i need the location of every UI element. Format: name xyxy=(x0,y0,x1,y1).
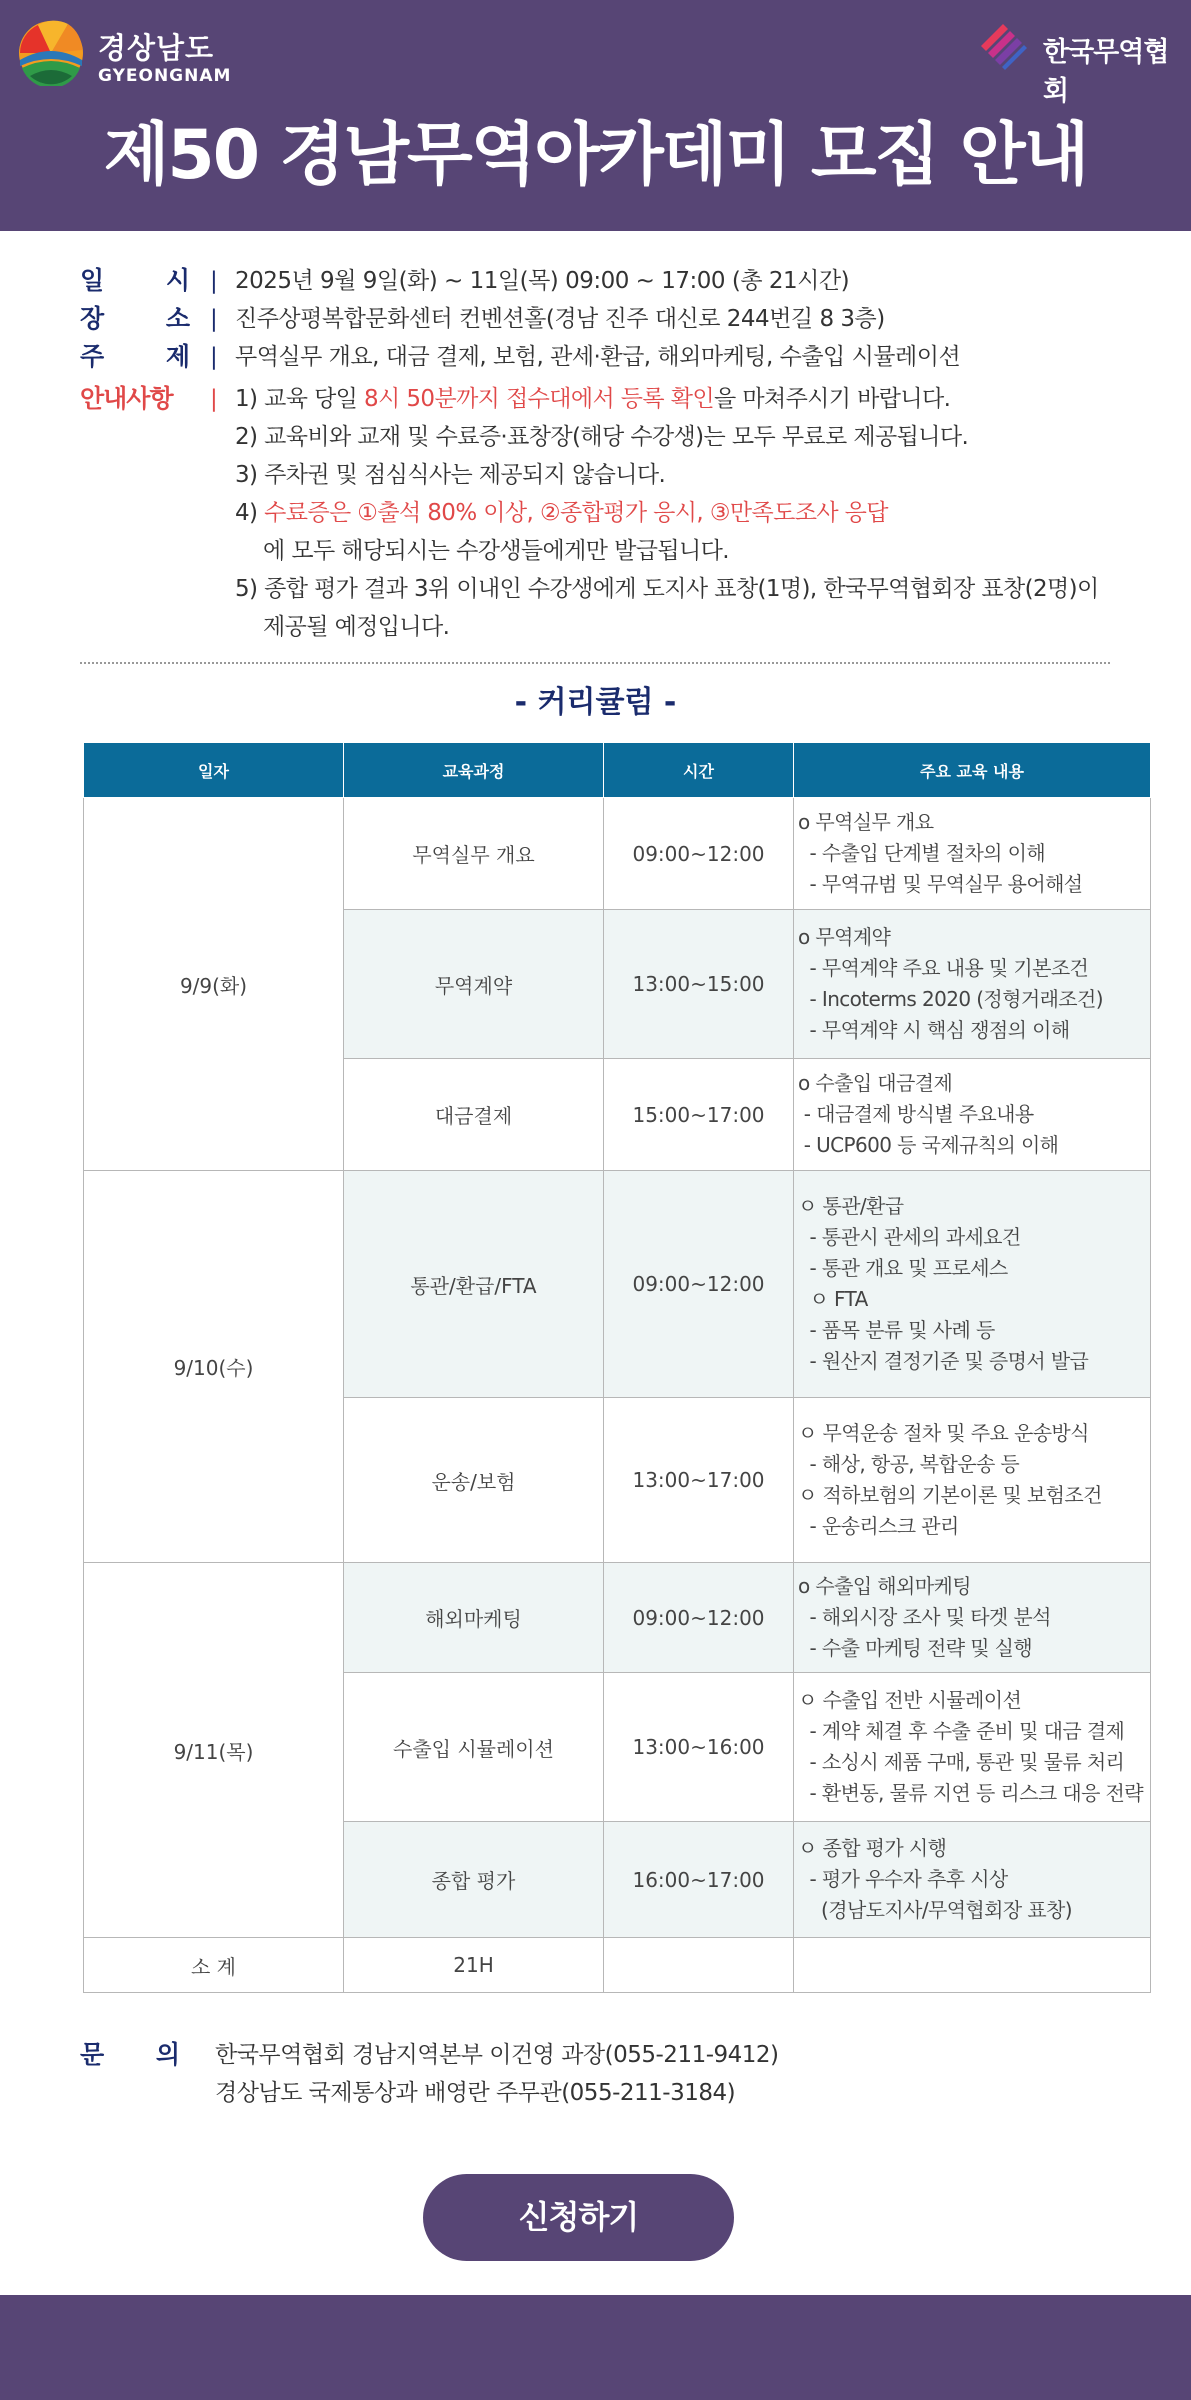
cell-time: 13:00~17:00 xyxy=(604,1398,794,1563)
notice-highlight: 수료증은 ①출석 80% 이상, ②종합평가 응시, ③만족도조사 응답 xyxy=(264,500,888,526)
content-line: - 무역규범 및 무역실무 용어해설 xyxy=(798,872,1083,896)
notice-text: 을 마쳐주시기 바랍니다. xyxy=(714,386,951,412)
kita-logo xyxy=(975,18,1175,107)
content-line: ㅇ 적하보험의 기본이론 및 보험조건 xyxy=(798,1483,1102,1507)
subtotal-value: 21H xyxy=(344,1938,604,1993)
cell-course: 종합 평가 xyxy=(344,1822,604,1938)
header-date: 일자 xyxy=(84,743,344,798)
notice-text: 제공될 예정입니다. xyxy=(263,614,450,640)
contact-lines xyxy=(215,2036,779,2112)
content-line: - 수출 마케팅 전략 및 실행 xyxy=(798,1636,1033,1660)
cell-time: 13:00~16:00 xyxy=(604,1673,794,1822)
notice-item-4 xyxy=(235,494,1191,570)
content-line: - Incoterms 2020 (정형거래조건) xyxy=(798,987,1103,1011)
content-line: - 품목 분류 및 사례 등 xyxy=(798,1318,995,1342)
content-line: - 무역계약 주요 내용 및 기본조건 xyxy=(798,956,1089,980)
info-separator: | xyxy=(210,344,218,370)
cell-content xyxy=(794,1171,1151,1398)
content-line: - 수출입 단계별 절차의 이해 xyxy=(798,841,1046,865)
info-date-label-b: 시 xyxy=(165,266,190,295)
subtotal-empty xyxy=(604,1938,794,1993)
content-line: - 대금결제 방식별 주요내용 xyxy=(798,1102,1034,1126)
info-topic-label xyxy=(80,338,190,376)
notice-item-3: 3) 주차권 및 점심식사는 제공되지 않습니다. xyxy=(235,462,666,488)
notice-item-5 xyxy=(235,570,1191,646)
info-place-label-b: 소 xyxy=(165,304,190,333)
content-line: - 운송리스크 관리 xyxy=(798,1514,959,1538)
table-row xyxy=(84,798,1151,910)
apply-button[interactable]: 신청하기 xyxy=(423,2174,734,2261)
info-place-value: 진주상평복합문화센터 컨벤션홀(경남 진주 대신로 244번길 8 3층) xyxy=(235,306,885,332)
subtotal-label: 소 계 xyxy=(84,1938,344,1993)
content-line: - 통관 개요 및 프로세스 xyxy=(798,1256,1008,1280)
info-topic-label-b: 제 xyxy=(165,342,190,371)
content-line: ㅇ 통관/환급 xyxy=(798,1194,904,1218)
table-row xyxy=(84,1171,1151,1398)
cell-time: 09:00~12:00 xyxy=(604,798,794,910)
content-line: o 무역계약 xyxy=(798,925,891,949)
content-line: (경남도지사/무역협회장 표창) xyxy=(798,1898,1072,1922)
info-date-row xyxy=(80,262,1130,300)
content-line: o 수출입 대금결제 xyxy=(798,1071,953,1095)
notice-list xyxy=(235,380,1191,646)
info-date-label-a: 일 xyxy=(80,266,105,295)
cell-content xyxy=(794,1059,1151,1171)
content-line: - 해외시장 조사 및 타겟 분석 xyxy=(798,1605,1051,1629)
page-title: 제50 경남무역아카데미 모집 안내 xyxy=(103,116,1088,195)
subtotal-row xyxy=(84,1938,1151,1993)
notice-text: 5) 종합 평가 결과 3위 이내인 수강생에게 도지사 표창(1명), 한국무역협회장 표창(2명)이 xyxy=(235,576,1099,602)
content-line: - 무역계약 시 핵심 쟁점의 이해 xyxy=(798,1018,1070,1042)
cell-time: 09:00~12:00 xyxy=(604,1171,794,1398)
contact-line-kita: 한국무역협회 경남지역본부 이건영 과장(055-211-9412) xyxy=(215,2042,779,2068)
notice-item-1 xyxy=(235,380,1191,418)
cell-date: 9/10(수) xyxy=(84,1171,344,1563)
notice-text: 1) 교육 당일 xyxy=(235,386,365,412)
cell-course: 해외마케팅 xyxy=(344,1563,604,1673)
header-content: 주요 교육 내용 xyxy=(794,743,1151,798)
info-separator: | xyxy=(210,268,218,294)
cell-course: 무역실무 개요 xyxy=(344,798,604,910)
content-line: ㅇ 종합 평가 시행 xyxy=(798,1836,947,1860)
cell-date: 9/11(목) xyxy=(84,1563,344,1938)
content-line: ㅇ FTA xyxy=(798,1287,868,1311)
notice-separator: | xyxy=(210,386,218,412)
cell-course: 운송/보험 xyxy=(344,1398,604,1563)
cell-content xyxy=(794,1563,1151,1673)
info-place-label xyxy=(80,300,190,338)
gyeongnam-logo xyxy=(18,20,232,90)
info-topic-value: 무역실무 개요, 대금 결제, 보험, 관세·환급, 해외마케팅, 수출입 시뮬레이션 xyxy=(235,344,961,370)
kita-logo-name: 한국무역협회 xyxy=(1043,37,1169,107)
header-time: 시간 xyxy=(604,743,794,798)
header-banner xyxy=(0,0,1191,231)
divider xyxy=(80,662,1110,664)
info-topic-label-a: 주 xyxy=(80,342,105,371)
gyeongnam-logo-ko: 경상남도 xyxy=(98,31,215,65)
notice-highlight: 8시 50분까지 접수대에서 등록 확인 xyxy=(364,386,714,412)
info-place-row xyxy=(80,300,1130,338)
cell-course: 무역계약 xyxy=(344,910,604,1059)
table-header-row xyxy=(84,743,1151,798)
content-line: - UCP600 등 국제규칙의 이해 xyxy=(798,1133,1059,1157)
content-line: - 계약 체결 후 수출 준비 및 대금 결제 xyxy=(798,1719,1125,1743)
notice-text: 4) xyxy=(235,500,265,526)
cell-content xyxy=(794,1398,1151,1563)
content-line: - 환변동, 물류 지연 등 리스크 대응 전략 xyxy=(798,1781,1143,1805)
content-line: - 원산지 결정기준 및 증명서 발급 xyxy=(798,1349,1089,1373)
subtotal-empty xyxy=(794,1938,1151,1993)
content-line: - 통관시 관세의 과세요건 xyxy=(798,1225,1021,1249)
content-line: o 수출입 해외마케팅 xyxy=(798,1574,971,1598)
contact-label xyxy=(80,2036,180,2074)
info-date-value: 2025년 9월 9일(화) ~ 11일(목) 09:00 ~ 17:00 (총 21시간) xyxy=(235,268,850,294)
cell-content xyxy=(794,1673,1151,1822)
cell-course: 대금결제 xyxy=(344,1059,604,1171)
cell-content xyxy=(794,798,1151,910)
content-line: - 소싱시 제품 구매, 통관 및 물류 처리 xyxy=(798,1750,1125,1774)
cell-time: 13:00~15:00 xyxy=(604,910,794,1059)
info-separator: | xyxy=(210,306,218,332)
gyeongnam-logo-en: GYEONGNAM xyxy=(98,66,232,86)
curriculum-body xyxy=(84,798,1151,1993)
content-line: - 해상, 항공, 복합운송 등 xyxy=(798,1452,1020,1476)
footer-banner xyxy=(0,2295,1191,2400)
contact-label-a: 문 xyxy=(80,2040,105,2069)
cell-time: 09:00~12:00 xyxy=(604,1563,794,1673)
table-row xyxy=(84,1563,1151,1673)
cell-course: 수출입 시뮬레이션 xyxy=(344,1673,604,1822)
content-line: - 평가 우수자 추후 시상 xyxy=(798,1867,1008,1891)
notice-item-2: 2) 교육비와 교재 및 수료증·표창장(해당 수강생)는 모두 무료로 제공됩니다. xyxy=(235,424,969,450)
info-place-label-a: 장 xyxy=(80,304,105,333)
curriculum-title: - 커리큘럼 - xyxy=(514,685,677,720)
kita-emblem-icon xyxy=(975,18,1031,74)
content-line: ㅇ 무역운송 절차 및 주요 운송방식 xyxy=(798,1421,1089,1445)
content-line: o 무역실무 개요 xyxy=(798,810,934,834)
notice-label: 안내사항 xyxy=(80,384,173,413)
cell-content xyxy=(794,1822,1151,1938)
gyeongnam-emblem-icon xyxy=(18,20,84,86)
cell-time: 16:00~17:00 xyxy=(604,1822,794,1938)
contact-label-b: 의 xyxy=(155,2040,180,2069)
header-course: 교육과정 xyxy=(344,743,604,798)
cell-course: 통관/환급/FTA xyxy=(344,1171,604,1398)
notice-text: 에 모두 해당되시는 수강생들에게만 발급됩니다. xyxy=(263,538,729,564)
cell-content xyxy=(794,910,1151,1059)
info-topic-row xyxy=(80,338,1130,376)
cell-time: 15:00~17:00 xyxy=(604,1059,794,1171)
contact-line-gyeongnam: 경상남도 국제통상과 배영란 주무관(055-211-3184) xyxy=(215,2080,736,2106)
info-date-label xyxy=(80,262,190,300)
cell-date: 9/9(화) xyxy=(84,798,344,1171)
content-line: ㅇ 수출입 전반 시뮬레이션 xyxy=(798,1688,1022,1712)
event-info xyxy=(80,262,1130,640)
curriculum-table xyxy=(83,742,1151,1993)
